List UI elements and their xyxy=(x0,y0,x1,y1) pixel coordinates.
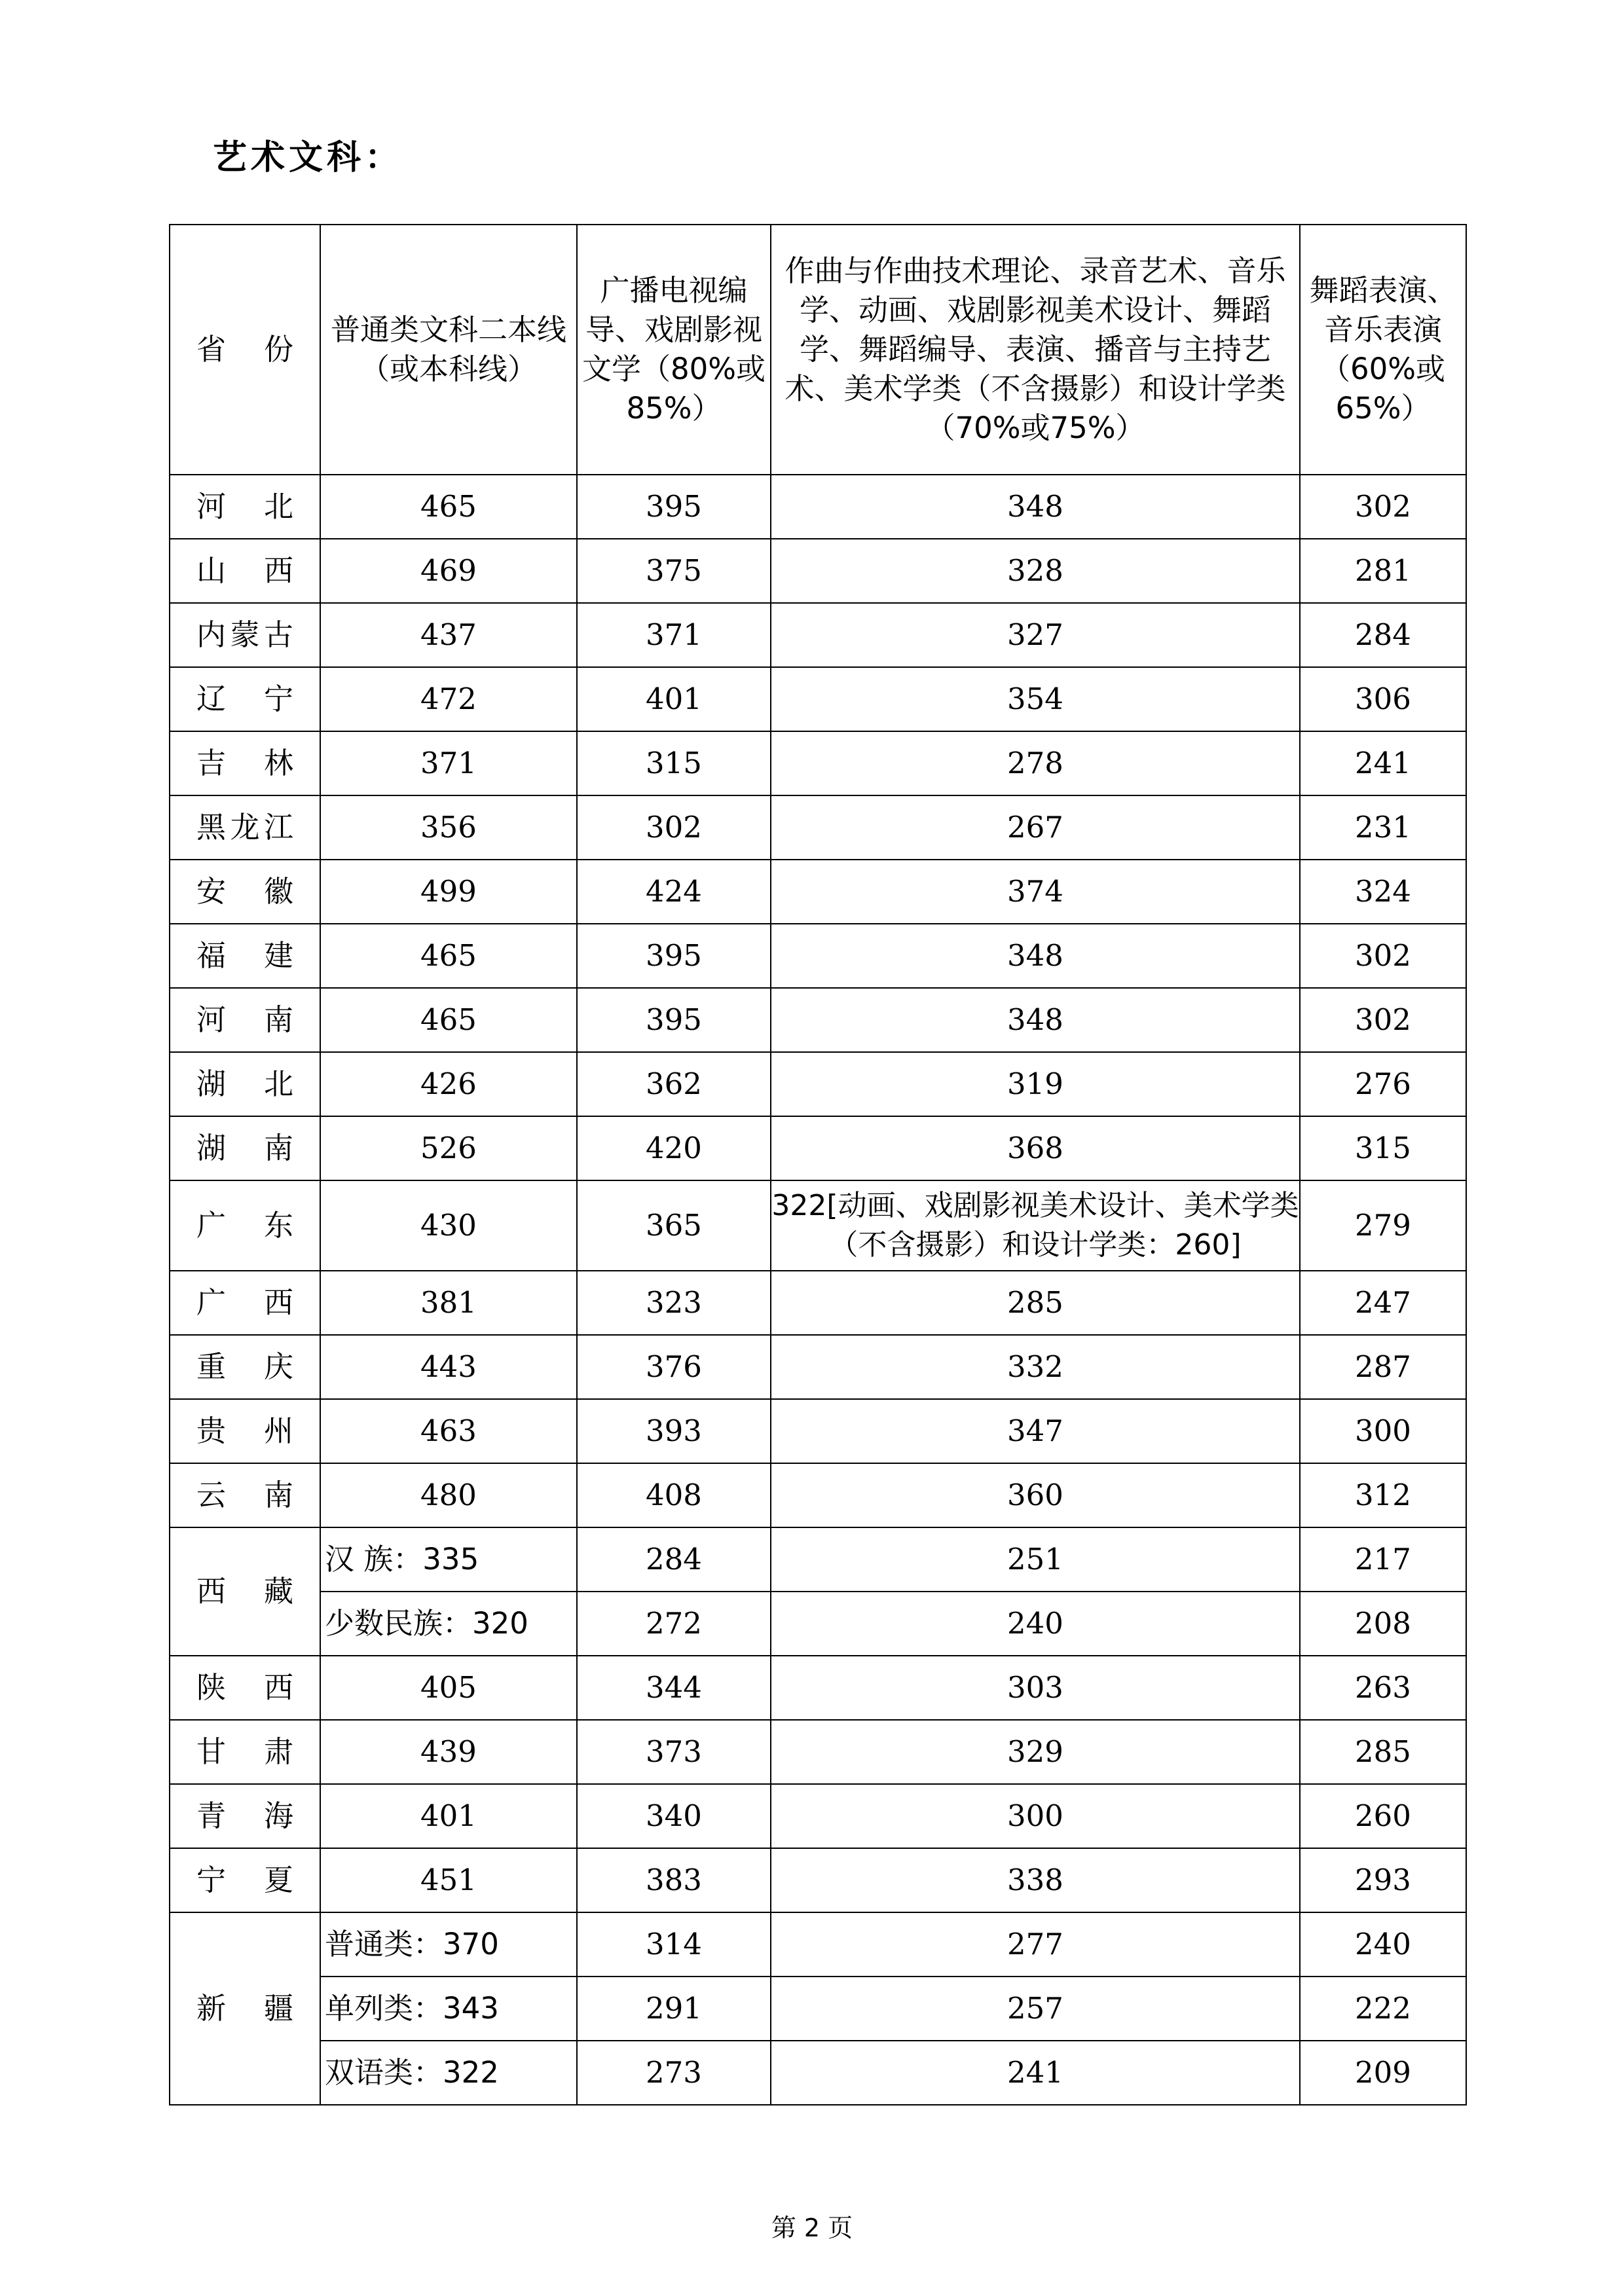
table-row xyxy=(170,924,1466,988)
table-row xyxy=(170,667,1466,731)
arts-majors-cell: 348 xyxy=(771,924,1300,988)
province-cell: 吉林 xyxy=(170,731,320,795)
arts-majors-cell: 303 xyxy=(771,1656,1300,1720)
province-cell: 辽宁 xyxy=(170,667,320,731)
arts-majors-cell: 278 xyxy=(771,731,1300,795)
province-cell: 贵州 xyxy=(170,1399,320,1463)
province-cell: 内蒙古 xyxy=(170,603,320,667)
table-row xyxy=(170,795,1466,860)
table-row xyxy=(170,1527,1466,1592)
table-row xyxy=(170,1784,1466,1848)
regular-line-cell: 437 xyxy=(320,603,577,667)
regular-line-cell: 472 xyxy=(320,667,577,731)
broadcast-cell: 424 xyxy=(577,860,771,924)
province-cell: 重庆 xyxy=(170,1335,320,1399)
broadcast-cell: 302 xyxy=(577,795,771,860)
broadcast-cell: 323 xyxy=(577,1271,771,1335)
table-row xyxy=(170,1720,1466,1784)
header-broadcast: 广播电视编导、戏剧影视文学（80%或85%） xyxy=(577,225,771,475)
header-performance: 舞蹈表演、音乐表演（60%或65%） xyxy=(1300,225,1466,475)
performance-cell: 302 xyxy=(1300,988,1466,1052)
table-row xyxy=(170,2041,1466,2105)
regular-line-cell: 463 xyxy=(320,1399,577,1463)
broadcast-cell: 340 xyxy=(577,1784,771,1848)
arts-majors-cell: 374 xyxy=(771,860,1300,924)
arts-majors-cell: 368 xyxy=(771,1116,1300,1180)
table-row xyxy=(170,1180,1466,1271)
table-row xyxy=(170,539,1466,603)
broadcast-cell: 373 xyxy=(577,1720,771,1784)
arts-majors-cell: 240 xyxy=(771,1592,1300,1656)
province-cell: 青海 xyxy=(170,1784,320,1848)
broadcast-cell: 408 xyxy=(577,1463,771,1527)
arts-majors-cell: 277 xyxy=(771,1912,1300,1977)
performance-cell: 263 xyxy=(1300,1656,1466,1720)
arts-majors-cell: 328 xyxy=(771,539,1300,603)
province-cell: 湖南 xyxy=(170,1116,320,1180)
arts-majors-cell: 347 xyxy=(771,1399,1300,1463)
header-arts-majors: 作曲与作曲技术理论、录音艺术、音乐学、动画、戏剧影视美术设计、舞蹈学、舞蹈编导、表演、播音与主持艺术、美术学类（不含摄影）和设计学类（70%或75%） xyxy=(771,225,1300,475)
performance-cell: 302 xyxy=(1300,924,1466,988)
regular-line-cell: 381 xyxy=(320,1271,577,1335)
province-cell: 甘肃 xyxy=(170,1720,320,1784)
broadcast-cell: 272 xyxy=(577,1592,771,1656)
arts-majors-cell: 285 xyxy=(771,1271,1300,1335)
arts-majors-cell: 360 xyxy=(771,1463,1300,1527)
table-row xyxy=(170,475,1466,539)
performance-cell: 324 xyxy=(1300,860,1466,924)
table-row xyxy=(170,1399,1466,1463)
regular-line-cell: 405 xyxy=(320,1656,577,1720)
province-cell: 广东 xyxy=(170,1180,320,1271)
arts-majors-cell: 322[动画、戏剧影视美术设计、美术学类（不含摄影）和设计学类：260] xyxy=(771,1180,1300,1271)
table-row xyxy=(170,1271,1466,1335)
broadcast-cell: 344 xyxy=(577,1656,771,1720)
broadcast-cell: 420 xyxy=(577,1116,771,1180)
broadcast-cell: 362 xyxy=(577,1052,771,1116)
table-row xyxy=(170,1592,1466,1656)
arts-majors-cell: 300 xyxy=(771,1784,1300,1848)
regular-line-cell: 451 xyxy=(320,1848,577,1912)
performance-cell: 276 xyxy=(1300,1052,1466,1116)
regular-line-cell: 443 xyxy=(320,1335,577,1399)
table-header-row xyxy=(170,225,1466,475)
province-cell: 宁夏 xyxy=(170,1848,320,1912)
broadcast-cell: 395 xyxy=(577,988,771,1052)
regular-line-cell: 356 xyxy=(320,795,577,860)
broadcast-cell: 315 xyxy=(577,731,771,795)
province-cell: 西藏 xyxy=(170,1527,320,1656)
regular-line-cell: 371 xyxy=(320,731,577,795)
province-cell: 河南 xyxy=(170,988,320,1052)
province-cell: 陕西 xyxy=(170,1656,320,1720)
arts-majors-cell: 319 xyxy=(771,1052,1300,1116)
province-cell: 云南 xyxy=(170,1463,320,1527)
arts-majors-cell: 241 xyxy=(771,2041,1300,2105)
province-cell: 广西 xyxy=(170,1271,320,1335)
performance-cell: 300 xyxy=(1300,1399,1466,1463)
arts-majors-cell: 348 xyxy=(771,475,1300,539)
performance-cell: 217 xyxy=(1300,1527,1466,1592)
table-row xyxy=(170,1116,1466,1180)
regular-line-cell: 526 xyxy=(320,1116,577,1180)
regular-line-cell: 465 xyxy=(320,924,577,988)
table-row xyxy=(170,860,1466,924)
regular-line-cell: 单列类：343 xyxy=(320,1977,577,2041)
arts-majors-cell: 348 xyxy=(771,988,1300,1052)
regular-line-cell: 465 xyxy=(320,988,577,1052)
broadcast-cell: 314 xyxy=(577,1912,771,1977)
arts-majors-cell: 354 xyxy=(771,667,1300,731)
regular-line-cell: 普通类：370 xyxy=(320,1912,577,1977)
regular-line-cell: 469 xyxy=(320,539,577,603)
broadcast-cell: 393 xyxy=(577,1399,771,1463)
performance-cell: 293 xyxy=(1300,1848,1466,1912)
page-number: 第 2 页 xyxy=(771,2214,853,2242)
regular-line-cell: 426 xyxy=(320,1052,577,1116)
province-cell: 黑龙江 xyxy=(170,795,320,860)
arts-majors-cell: 338 xyxy=(771,1848,1300,1912)
table-row xyxy=(170,1052,1466,1116)
broadcast-cell: 365 xyxy=(577,1180,771,1271)
province-cell: 新疆 xyxy=(170,1912,320,2105)
province-cell: 山西 xyxy=(170,539,320,603)
performance-cell: 287 xyxy=(1300,1335,1466,1399)
arts-majors-cell: 329 xyxy=(771,1720,1300,1784)
regular-line-cell: 480 xyxy=(320,1463,577,1527)
province-cell: 河北 xyxy=(170,475,320,539)
table-row xyxy=(170,1912,1466,1977)
broadcast-cell: 395 xyxy=(577,475,771,539)
performance-cell: 260 xyxy=(1300,1784,1466,1848)
arts-majors-cell: 332 xyxy=(771,1335,1300,1399)
broadcast-cell: 371 xyxy=(577,603,771,667)
performance-cell: 285 xyxy=(1300,1720,1466,1784)
table-row xyxy=(170,603,1466,667)
broadcast-cell: 401 xyxy=(577,667,771,731)
regular-line-cell: 439 xyxy=(320,1720,577,1784)
table-row xyxy=(170,1656,1466,1720)
performance-cell: 240 xyxy=(1300,1912,1466,1977)
performance-cell: 312 xyxy=(1300,1463,1466,1527)
arts-majors-cell: 257 xyxy=(771,1977,1300,2041)
broadcast-cell: 383 xyxy=(577,1848,771,1912)
province-cell: 福建 xyxy=(170,924,320,988)
performance-cell: 209 xyxy=(1300,2041,1466,2105)
performance-cell: 231 xyxy=(1300,795,1466,860)
province-cell: 安徽 xyxy=(170,860,320,924)
header-regular-line: 普通类文科二本线（或本科线） xyxy=(320,225,577,475)
broadcast-cell: 376 xyxy=(577,1335,771,1399)
header-province: 省 份 xyxy=(170,225,320,475)
regular-line-cell: 少数民族：320 xyxy=(320,1592,577,1656)
broadcast-cell: 273 xyxy=(577,2041,771,2105)
broadcast-cell: 284 xyxy=(577,1527,771,1592)
arts-majors-cell: 327 xyxy=(771,603,1300,667)
arts-majors-cell: 251 xyxy=(771,1527,1300,1592)
performance-cell: 306 xyxy=(1300,667,1466,731)
table-row xyxy=(170,1848,1466,1912)
performance-cell: 281 xyxy=(1300,539,1466,603)
score-table xyxy=(169,224,1467,2105)
arts-majors-cell: 267 xyxy=(771,795,1300,860)
performance-cell: 302 xyxy=(1300,475,1466,539)
performance-cell: 208 xyxy=(1300,1592,1466,1656)
performance-cell: 222 xyxy=(1300,1977,1466,2041)
regular-line-cell: 401 xyxy=(320,1784,577,1848)
page-title: 艺术文科： xyxy=(213,138,403,177)
broadcast-cell: 395 xyxy=(577,924,771,988)
regular-line-cell: 499 xyxy=(320,860,577,924)
regular-line-cell: 465 xyxy=(320,475,577,539)
performance-cell: 315 xyxy=(1300,1116,1466,1180)
regular-line-cell: 双语类：322 xyxy=(320,2041,577,2105)
performance-cell: 247 xyxy=(1300,1271,1466,1335)
broadcast-cell: 291 xyxy=(577,1977,771,2041)
table-row xyxy=(170,1977,1466,2041)
performance-cell: 241 xyxy=(1300,731,1466,795)
table-row xyxy=(170,731,1466,795)
performance-cell: 279 xyxy=(1300,1180,1466,1271)
regular-line-cell: 汉 族：335 xyxy=(320,1527,577,1592)
regular-line-cell: 430 xyxy=(320,1180,577,1271)
table-row xyxy=(170,1463,1466,1527)
broadcast-cell: 375 xyxy=(577,539,771,603)
table-row xyxy=(170,1335,1466,1399)
table-body xyxy=(170,475,1466,2105)
performance-cell: 284 xyxy=(1300,603,1466,667)
table-row xyxy=(170,988,1466,1052)
province-cell: 湖北 xyxy=(170,1052,320,1116)
